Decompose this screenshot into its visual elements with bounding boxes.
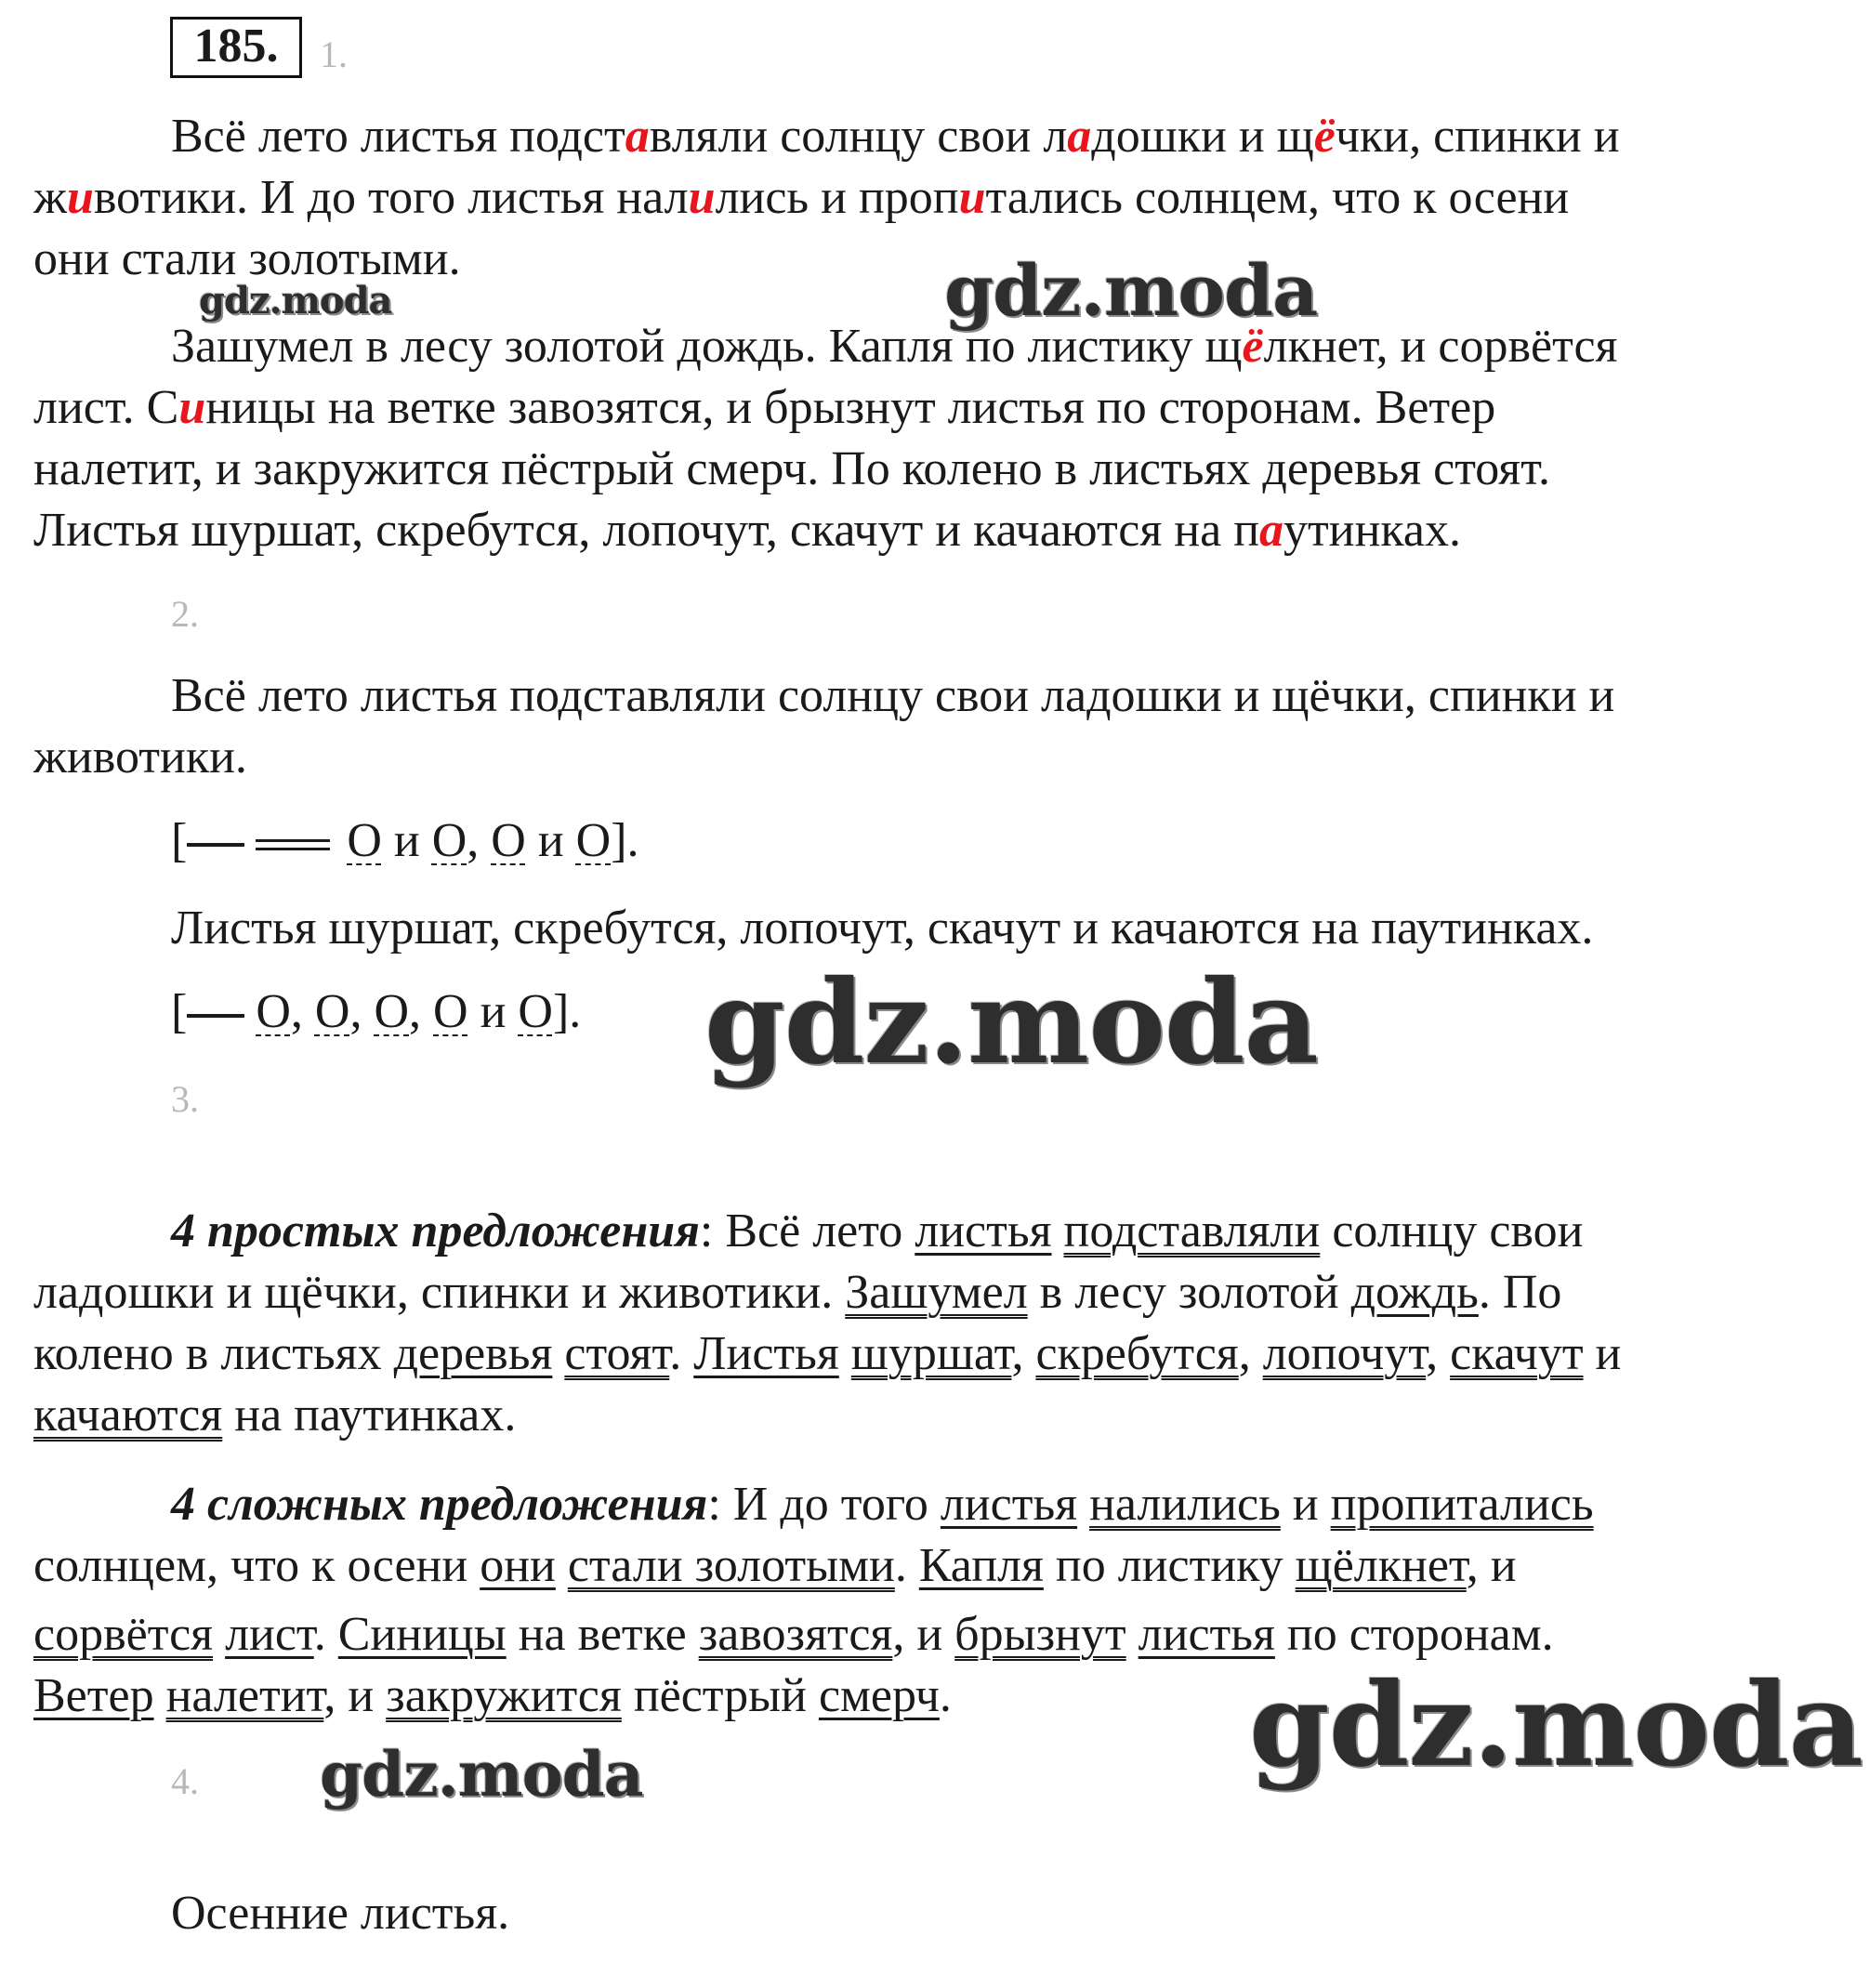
simple-line1: 4 простых предложения: Всё лето листья подставляли солнцу свои [171, 1205, 1584, 1257]
subject-mark [187, 1014, 244, 1018]
part-label-2: 2. [171, 593, 199, 635]
part-label-3: 3. [171, 1078, 199, 1120]
simple-line3: колено в листьях деревья стоят. Листья шуршат, скребутся, лопочут, скачут и [33, 1327, 1622, 1380]
text1-line6: налетит, и закружится пёстрый смерч. По колено в листьях деревья стоят. [33, 442, 1551, 495]
text1-line7: Листья шуршат, скребутся, лопочут, скачут и качаются на паутинках. [33, 504, 1461, 557]
complex-line3: сорвётся лист. Синицы на ветке завозятся, и брызнут листья по сторонам. [33, 1608, 1554, 1661]
part-label-4: 4. [171, 1760, 199, 1802]
part-label-1: 1. [320, 33, 348, 75]
watermark: gdz.moda [704, 955, 1318, 1090]
scheme-2: [ О, О, О, О и О]. [171, 985, 582, 1038]
watermark: gdz.moda [199, 279, 392, 323]
text1-line5: лист. Синицы на ветке завозятся, и брызнут листья по сторонам. Ветер [33, 381, 1496, 434]
scheme-1: [ О и О, О и О]. [171, 814, 639, 867]
text2-line3: Листья шуршат, скребутся, лопочут, скачут и качаются на паутинках. [171, 902, 1594, 955]
complex-line4: Ветер налетит, и закружится пёстрый смерч. [33, 1669, 952, 1722]
predicate-mark [256, 839, 330, 850]
text2-line2: животики. [33, 731, 247, 783]
subject-mark [187, 843, 244, 847]
exercise-number: 185. [170, 17, 302, 78]
text2-line1: Всё лето листья подставляли солнцу свои ладошки и щёчки, спинки и [171, 669, 1615, 722]
watermark: gdz.moda [944, 249, 1318, 332]
text1-line1: Всё лето листья подставляли солнцу свои ладошки и щёчки, спинки и [171, 110, 1620, 163]
text1-line3: они стали золотыми. [33, 232, 461, 285]
text4-title: Осенние листья. [171, 1887, 510, 1940]
watermark: gdz.moda [320, 1738, 643, 1810]
complex-line1: 4 сложных предложения: И до того листья налились и пропитались [171, 1478, 1594, 1531]
watermark: gdz.moda [1249, 1658, 1862, 1793]
text1-line4: Зашумел в лесу золотой дождь. Капля по листику щёлкнет, и сорвётся [171, 320, 1618, 373]
simple-line4: качаются на паутинках. [33, 1389, 517, 1442]
complex-line2: солнцем, что к осени они стали золотыми. Капля по листику щёлкнет, и [33, 1539, 1517, 1592]
simple-line2: ладошки и щёчки, спинки и животики. Зашумел в лесу золотой дождь. По [33, 1266, 1562, 1319]
text1-line2: животики. И до того листья налились и пропитались солнцем, что к осени [33, 171, 1570, 224]
